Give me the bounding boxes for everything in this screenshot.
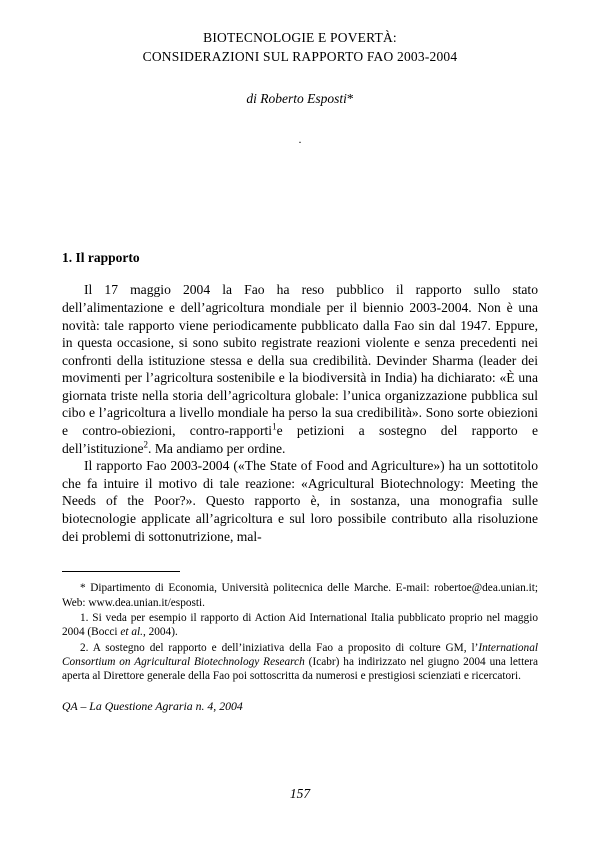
paragraph-1 <box>62 281 538 457</box>
title-block <box>62 28 538 66</box>
footnote-1 <box>62 611 538 640</box>
section-heading: 1. Il rapporto <box>62 250 140 266</box>
footnotes <box>62 581 538 683</box>
footnote-2-text: A sostegno del rapporto e dell’iniziativa della Fao a proposito di colture GM, l’International Consortium on Agricultural Biotechnology Research (Icabr) ha indirizzato nel giugno 2004 una lettera aperta al Direttore generale della Fao poi sottoscritta da numerosi e prestigiosi scienziati e ricercatori. <box>62 641 538 683</box>
footnote-ref-2: 2 <box>143 439 149 450</box>
paragraph-1-part-2: e petizioni a sostegno del rapporto e dell’istituzione <box>62 423 539 456</box>
footnote-2-marker: 2. <box>80 641 89 654</box>
paragraph-1-part-3: . Ma andiamo per ordine. <box>148 440 286 456</box>
paragraph-2: Il rapporto Fao 2003-2004 («The State of Food and Agriculture») ha un sottotitolo che fa intuire il motivo di tale reazione: «Agricultural Biotechnology: Meeting the Needs of the Poor?». Questo rapporto è, in sostanza, una monografia sulle biotecnologie applicate all’agricoltura e sul loro possibile contributo alla risoluzione dei problemi di sottonutrizione, mal- <box>62 458 538 544</box>
footnote-1-marker: 1. <box>80 611 89 624</box>
footnote-1-text: Si veda per esempio il rapporto di Action Aid International Italia pubblicato proprio nel maggio 2004 (Bocci et al., 2004). <box>62 611 538 639</box>
page-number: 157 <box>289 786 311 801</box>
page-title-line-1: BIOTECNOLOGIE E POVERTÀ: <box>203 30 397 45</box>
footnote-star <box>62 581 538 610</box>
page-title-line-2: CONSIDERAZIONI SUL RAPPORTO FAO 2003-2004 <box>142 49 458 65</box>
footnote-divider <box>62 571 180 572</box>
paragraph-1-part-1: Il 17 maggio 2004 la Fao ha reso pubblico il rapporto sullo stato dell’alimentazione e dell’agricoltura mondiale per il biennio 2003-2004. Non è una novità: tale rapporto viene periodicamente pubblicato dalla Fao sin dal 1947. Eppure, in questa occasione, si sono subito registrate reazioni violente e senza precedenti nei confronti della istituzione stessa e della sua credibilità. Devinder Sharma (leader dei movimenti per l’agricoltura sostenibile e la biodiversità in India) ha dichiarato: «È una giornata triste nella storia dell’agricoltura globale: l’unica organizzazione pubblica sul cibo e l’agricoltura a livello mondiale ha perso la sua credibilità». Sono sorte obiezioni e contro-obiezioni, contro-rapporti <box>62 282 538 439</box>
footnote-star-marker: * <box>80 582 86 595</box>
author-line <box>62 91 538 107</box>
author-footnote-marker: * <box>346 91 354 107</box>
footnote-2 <box>62 641 538 684</box>
journal-reference: QA – La Questione Agraria n. 4, 2004 <box>62 698 243 713</box>
center-dot-mark: . <box>298 132 302 147</box>
footnote-star-text: Dipartimento di Economia, Università politecnica delle Marche. E-mail: robertoe@dea.unian.it; Web: www.dea.unian.it/esposti. <box>62 582 538 609</box>
footnote-ref-1: 1 <box>272 421 277 432</box>
body-text <box>62 281 538 545</box>
author-name: di Roberto Esposti <box>246 91 347 107</box>
